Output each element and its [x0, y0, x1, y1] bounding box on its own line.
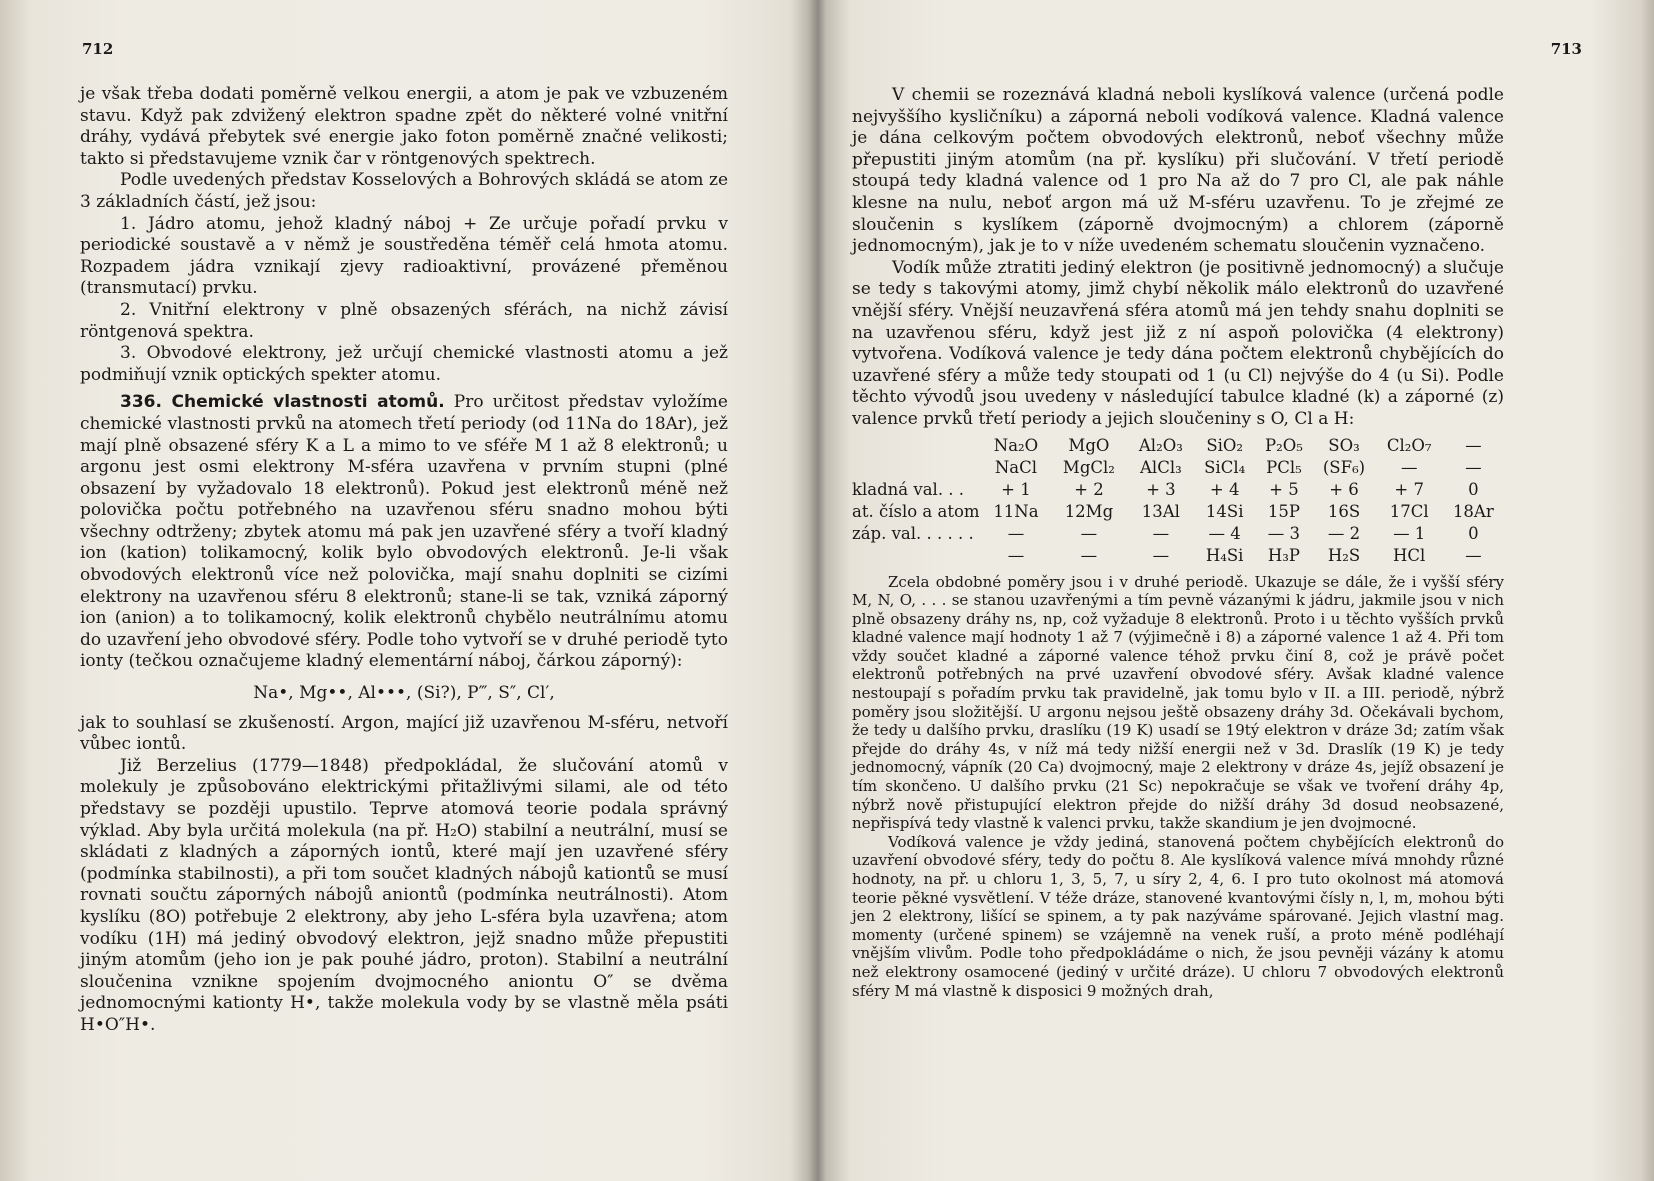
table-cell: PCl₅: [1266, 457, 1302, 477]
right-page: [824, 0, 1654, 1181]
table-cell: + 7: [1394, 479, 1424, 499]
table-cell: SO₃: [1328, 435, 1360, 455]
table-cell: 11Na: [993, 501, 1039, 521]
paragraph: Vodík může ztratiti jediný elektron (je positivně jednomocný) a slučuje se tedy s takovými atomy, jimž chybí několik málo elektronů do uzavřené vnější sféry. Vnější neuzavřená sféra atomů má jen tehdy snahu doplniti se na uzavřenou sféru, když jest již z ní aspoň polovička (4 elektrony) vytvořena. Vodíková valence je tedy dána počtem elektronů chybějících do uzavřené sféry a může tedy stoupati od 1 (u Cl) nejvýše do 4 (u Si). Podle těchto vývodů jsou uvedeny v následující tabulce kladné (k) a záporné (z) valence prvků třetí periody a jejich sloučeniny s O, Cl a H:: [852, 257, 1504, 429]
paragraph: je však třeba dodati poměrně velkou energii, a atom je pak ve vzbuzeném stavu. Když pak zdvižený elektron spadne zpět do některé volné vnitřní dráhy, vydává přebytek své energie jako foton poměrně značné velikosti; takto si představujeme vznik čar v röntgenových spektrech.: [80, 84, 728, 169]
table-cell: (SF₆): [1322, 457, 1366, 477]
table-cell: — 3: [1267, 523, 1301, 543]
table-cell: MgCl₂: [1062, 457, 1115, 477]
table-cell: —: [1465, 435, 1482, 455]
table-cell: SiCl₄: [1204, 457, 1246, 477]
table-cell: + 2: [1074, 479, 1104, 499]
table-cell: —: [1080, 523, 1098, 543]
table-cell: 14Si: [1205, 501, 1244, 521]
row-label: at. číslo a atom: [852, 501, 980, 521]
table-cell: —: [1152, 523, 1170, 543]
table-cell: 16S: [1327, 501, 1361, 521]
table-cell: H₄Si: [1205, 545, 1244, 565]
list-item-nucleus: 1. Jádro atomu, jehož kladný náboj + Ze určuje pořadí prvku v periodické soustavě a v němž je soustředěna téměř celá hmota atomu. Rozpadem jádra vznikají zjevy radioaktivní, provázené přeměnou (transmutací) prvku.: [80, 213, 728, 299]
table-cell: 13Al: [1141, 501, 1180, 521]
paragraph: Již Berzelius (1779—1848) předpokládal, že slučování atomů v molekuly je způsobováno elektrickými přitažlivými silami, ale od této představy se později upustilo. Teprve atomová teorie podala správný výklad. Aby byla určitá molekula (na př. H₂O) stabilní a neutrální, musí se skládati z kladných a záporných iontů, které mají jen uzavřené sféry (podmínka stabilnosti), a při tom součet kladných nábojů kationtů se musí rovnati součtu záporných nábojů aniontů (podmínka neutrálnosti). Atom kyslíku (8O) potřebuje 2 elektrony, aby jeho L-sféra byla uzavřena; atom vodíku (1H) má jediný obvodový elektron, jejž snadno může přepustiti jiným atomům (jeho ion je pak pouhé jádro, proton). Stabilní a neutrální sloučenina vznikne spojením dvojmocného aniontu O″ se dvěma jednomocnými kationty H•, takže molekula vody by se vlastně měla psáti H•O″H•.: [80, 755, 728, 1035]
table-row-atomic-number: [852, 501, 1504, 523]
table-cell: 12Mg: [1064, 501, 1114, 521]
table-cell: H₃P: [1267, 545, 1300, 565]
table-cell: Na₂O: [993, 435, 1039, 455]
table-cell: 15P: [1267, 501, 1300, 521]
table-cell: —: [1007, 545, 1025, 565]
table-cell: —: [1465, 545, 1482, 565]
table-cell: Cl₂O₇: [1386, 435, 1432, 455]
table-cell: + 1: [1001, 479, 1031, 499]
list-item-outer-electrons: 3. Obvodové elektrony, jež určují chemické vlastnosti atomu a jež podmiňují vznik optických spekter atomu.: [80, 343, 728, 385]
table-cell: — 2: [1327, 523, 1361, 543]
table-cell: 0: [1468, 479, 1479, 499]
table-cell: AlCl₃: [1140, 457, 1182, 477]
table-row-negative-valence: [852, 523, 1504, 545]
table-cell: MgO: [1068, 435, 1110, 455]
list-item-inner-electrons: 2. Vnitřní elektrony v plně obsazených sférách, na nichž závisí röntgenová spektra.: [80, 299, 728, 342]
page-number-right: 713: [1550, 40, 1582, 58]
table-cell: 0: [1468, 523, 1479, 543]
table-cell: 18Ar: [1452, 501, 1494, 521]
table-cell: H₂S: [1327, 545, 1361, 565]
table-row-oxides: [852, 435, 1504, 457]
right-text-column: [852, 85, 1504, 1000]
table-cell: —: [1152, 545, 1170, 565]
section-text: Pro určitost představ vyložíme chemické vlastnosti prvků na atomech třetí periody (od 11Na do 18Ar), jež mají plně obsazené sféry K a L a mimo to ve sféře M 1 až 8 elektronů; u argonu jest osmi elektrony M-sféra uzavřena v prvním stupni (plné obsazení by vyžadovalo 18 elektronů). Pokud jest elektronů méně než polovička počtu potřebného na uzavřenou sféru snadno mohou býti všechny odtrženy; zbytek atomu má pak jen uzavřené sféry a tvoří kladný ion (kation) tolikamocný, kolik bylo obvodových elektronů. Je-li však obvodových elektronů více než polovička, mají snahu doplniti se cizími elektrony na uzavřenou sféru 8 elektronů; stane-li se tak, vzniká záporný ion (anion) a to tolikamocný, kolik elektronů chybělo neutrálnímu atomu do uzavření jeho obvodové sféry. Podle toho vytvoří se v druhé periodě tyto ionty (tečkou označujeme kladný elementární náboj, čárkou záporný):: [80, 392, 728, 672]
table-cell: NaCl: [994, 457, 1038, 477]
table-cell: — 1: [1393, 523, 1426, 543]
table-row-hydrides: [852, 545, 1504, 567]
table-cell: + 3: [1146, 479, 1176, 499]
row-label: kladná val. . .: [852, 479, 965, 499]
valence-table: [852, 435, 1504, 567]
table-cell: HCl: [1393, 545, 1426, 565]
table-cell: —: [1400, 457, 1418, 477]
table-cell: —: [1007, 523, 1025, 543]
table-cell: + 4: [1209, 479, 1240, 499]
page-number-left: 712: [82, 40, 114, 58]
table-cell: Al₂O₃: [1138, 435, 1183, 455]
section-paragraph: [80, 392, 728, 673]
paragraph: jak to souhlasí se zkušeností. Argon, mající již uzavřenou M-sféru, netvoří vůbec iontů.: [80, 712, 728, 755]
table-row-positive-valence: [852, 479, 1504, 501]
table-cell: —: [1080, 545, 1098, 565]
table-cell: — 4: [1208, 523, 1241, 543]
section-heading: 336. Chemické vlastnosti atomů.: [120, 392, 445, 413]
table-cell: SiO₂: [1206, 435, 1244, 455]
small-print-block: [852, 573, 1504, 1001]
left-page: [0, 0, 810, 1181]
table-cell: P₂O₅: [1264, 435, 1303, 455]
ion-formula: Na•, Mg••, Al•••, (Si?), P‴, S″, Cl′,: [253, 683, 555, 704]
paragraph: Podle uvedených představ Kosselových a Bohrových skládá se atom ze 3 základních částí, jež jsou:: [80, 170, 728, 212]
paragraph: V chemii se rozeznává kladná neboli kyslíková valence (určená podle nejvyššího kysličníku) a záporná neboli vodíková valence. Kladná valence je dána celkovým počtem obvodových elektronů, neboť všechny může přepustiti jiným atomům (na př. kyslíku) při slučování. V třetí periodě stoupá tedy kladná valence od 1 pro Na až do 7 pro Cl, ale pak náhle klesne na nulu, neboť argon má už M-sféru uzavřenu. To je zřejmé ze sloučenin s kyslíkem (záporně dvojmocným) a chlorem (záporně jednomocným), jak je to v níže uvedeném schematu sloučenin vyznačeno.: [852, 85, 1504, 257]
table-cell: + 6: [1329, 479, 1359, 499]
table-cell: + 5: [1269, 479, 1299, 499]
table-cell: 17Cl: [1389, 501, 1429, 521]
table-cell: —: [1465, 457, 1482, 477]
paragraph: Vodíková valence je vždy jediná, stanovená počtem chybějících elektronů do uzavření obvodové sféry, tedy do počtu 8. Ale kyslíková valence mívá mnohdy různé hodnoty, na př. u chloru 1, 3, 5, 7, u síry 2, 4, 6. I pro tuto okolnost má atomová teorie pěkné vysvětlení. V téže dráze, stanovené kvantovými čísly n, l, m, mohou býti jen 2 elektrony, lišící se spinem, a ty pak nazýváme spárované. Jejich vlastní mag. momenty (určené spinem) se vzájemně na venek ruší, a proto méně podléhají vnějším vlivům. Podle toho předpokládáme o nich, že jsou pevněji vázány k atomu než elektrony osamocené (jediný v určité dráze). U chloru 7 obvodových elektronů sféry M má vlastně k disposici 9 možných drah,: [852, 832, 1504, 1000]
table-row-chlorides: [852, 457, 1504, 479]
row-label: záp. val. . . . . .: [852, 523, 974, 543]
left-text-column: [80, 84, 728, 1037]
paragraph: Zcela obdobné poměry jsou i v druhé periodě. Ukazuje se dále, že i vyšší sféry M, N, O, . . . se stanou uzavřenými a tím pevně vázanými k jádru, jakmile jsou v nich plně obsazeny dráhy ns, np, což vyžaduje 8 elektronů. Proto i u těchto vyšších prvků kladné valence mají hodnoty 1 až 7 (výjimečně i 8) a záporné valence 1 až 4. Při tom vždy součet kladné a záporné valence téhož prvku činí 8, což je právě počet elektronů potřebných na prvé uzavření obvodové sféry. Avšak kladné valence nestoupají s pořadím prvku tak pravidelně, jak tomu bylo v II. a III. periodě, nýbrž poměry jsou složitější. U argonu nejsou ještě obsazeny dráhy 3d. Očekávali bychom, že tedy u dalšího prvku, draslíku (19 K) usadí se 19tý elektron v dráze 3d; zatím však přejde do dráhy 4s, v níž má tedy nižší energii než v 3d. Draslík (19 K) je tedy jednomocný, vápník (20 Ca) dvojmocný, maje 2 elektrony v dráze 4s, jejíž obsazení je tím skončeno. U dalšího prvku (21 Sc) nepokračuje se však ve tvoření dráhy 4p, nýbrž nově přistupující elektron přejde do nižší dráhy 3d dosud neobsazené, nepřispívá tedy vlastně k valenci prvku, takže skandium je jen dvojmocné.: [852, 572, 1504, 833]
